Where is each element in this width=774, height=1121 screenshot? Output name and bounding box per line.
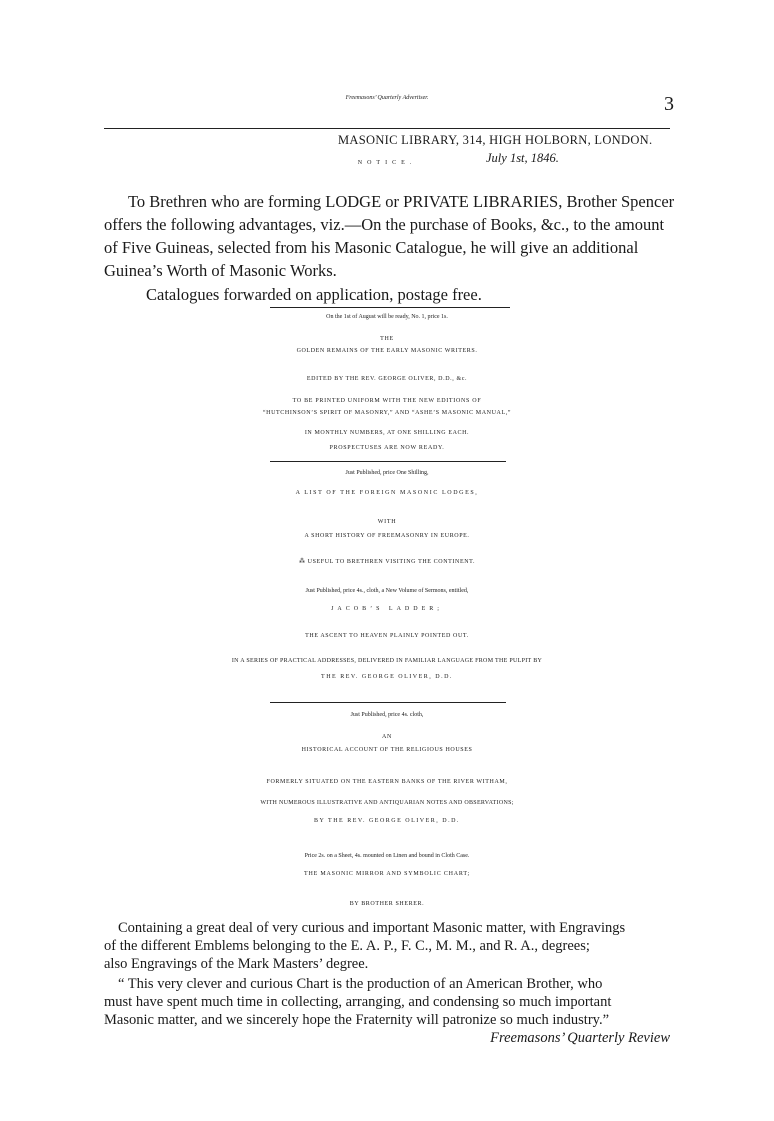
golden-works: “HUTCHINSON’S SPIRIT OF MASONRY,” AND “ASHE’S MASONIC MANUAL,” — [262, 410, 512, 416]
mirror-quote-2: must have spent much time in collecting, arranging, and condensing so much important — [104, 994, 612, 1010]
lodges-subtitle: A SHORT HISTORY OF FREEMASONRY IN EUROPE. — [304, 533, 470, 539]
divider-1 — [270, 307, 510, 308]
divider-2 — [270, 461, 506, 462]
mirror-price: Price 2s. on a Sheet, 4s. mounted on Linen and bound in Cloth Case. — [304, 853, 470, 859]
historical-author: BY THE REV. GEORGE OLIVER, D.D. — [314, 818, 460, 824]
notice-line-1: To Brethren who are forming LODGE or PRIVATE LIBRARIES, Brother Spencer — [128, 192, 675, 211]
mirror-title: THE MASONIC MIRROR AND SYMBOLIC CHART; — [304, 871, 470, 877]
lodges-intro: Just Published, price One Shilling, — [345, 470, 429, 476]
golden-uniform: TO BE PRINTED UNIFORM WITH THE NEW EDITIONS OF — [292, 398, 482, 404]
golden-title: GOLDEN REMAINS OF THE EARLY MASONIC WRITERS. — [296, 348, 478, 354]
golden-editor: EDITED BY THE REV. GEORGE OLIVER, D.D., &c. — [306, 376, 468, 382]
notice-line-4: Guinea’s Worth of Masonic Works. — [104, 261, 337, 280]
mirror-quote-source: Freemasons’ Quarterly Review — [490, 1030, 670, 1046]
historical-intro: Just Published, price 4s. cloth, — [350, 712, 424, 718]
golden-monthly: IN MONTHLY NUMBERS, AT ONE SHILLING EACH. — [304, 430, 470, 436]
notice-heading: NOTICE. — [357, 160, 417, 166]
running-head: Freemasons’ Quarterly Advertiser. — [345, 95, 429, 101]
notice-line-2: offers the following advantages, viz.—On the purchase of Books, &c., to the amount — [104, 215, 665, 234]
golden-prospectuses: PROSPECTUSES ARE NOW READY. — [329, 445, 445, 451]
jacob-title: JACOB’S LADDER; — [331, 606, 443, 612]
header-rule — [104, 128, 670, 129]
lodges-title: A LIST OF THE FOREIGN MASONIC LODGES, — [295, 490, 479, 496]
mirror-quote-1: “ This very clever and curious Chart is the production of an American Brother, who — [118, 976, 603, 992]
mirror-desc-1: Containing a great deal of very curious and important Masonic matter, with Engravings — [118, 920, 626, 936]
historical-situated: FORMERLY SITUATED ON THE EASTERN BANKS OF THE RIVER WITHAM, — [266, 779, 508, 785]
golden-intro: On the 1st of August will be ready, No. 1, price 1s. — [326, 314, 448, 320]
historical-title: HISTORICAL ACCOUNT OF THE RELIGIOUS HOUSES — [301, 747, 473, 753]
jacob-series: IN A SERIES OF PRACTICAL ADDRESSES, DELIVERED IN FAMILIAR LANGUAGE FROM THE PULPIT BY — [231, 658, 543, 664]
historical-notes: WITH NUMEROUS ILLUSTRATIVE AND ANTIQUARIAN NOTES AND OBSERVATIONS; — [260, 800, 514, 806]
mirror-by: BY BROTHER SHERER. — [349, 901, 425, 907]
mirror-desc-3: also Engravings of the Mark Masters’ degree. — [104, 956, 369, 972]
page-number: 3 — [664, 93, 674, 115]
mirror-quote-3: Masonic matter, and we sincerely hope the Fraternity will patronize so much industry.” — [104, 1012, 610, 1028]
golden-the: THE — [380, 336, 394, 342]
divider-3 — [270, 702, 506, 703]
jacob-subtitle: THE ASCENT TO HEAVEN PLAINLY POINTED OUT. — [305, 633, 469, 639]
notice-line-3: of Five Guineas, selected from his Masonic Catalogue, he will give an additional — [104, 238, 639, 257]
historical-an: AN — [381, 734, 393, 740]
mirror-desc-2: of the different Emblems belonging to the E. A. P., F. C., M. M., and R. A., degrees; — [104, 938, 590, 954]
lodges-useful: ⁂ USEFUL TO BRETHREN VISITING THE CONTINENT. — [298, 559, 476, 565]
notice-address: MASONIC LIBRARY, 314, HIGH HOLBORN, LONDON. — [338, 133, 653, 147]
notice-date: July 1st, 1846. — [486, 151, 559, 165]
notice-line-5: Catalogues forwarded on application, postage free. — [146, 285, 482, 304]
lodges-with: WITH — [377, 519, 397, 525]
jacob-author: THE REV. GEORGE OLIVER, D.D. — [321, 674, 453, 680]
jacob-intro: Just Published, price 4s., cloth, a New Volume of Sermons, entitled, — [305, 588, 469, 594]
